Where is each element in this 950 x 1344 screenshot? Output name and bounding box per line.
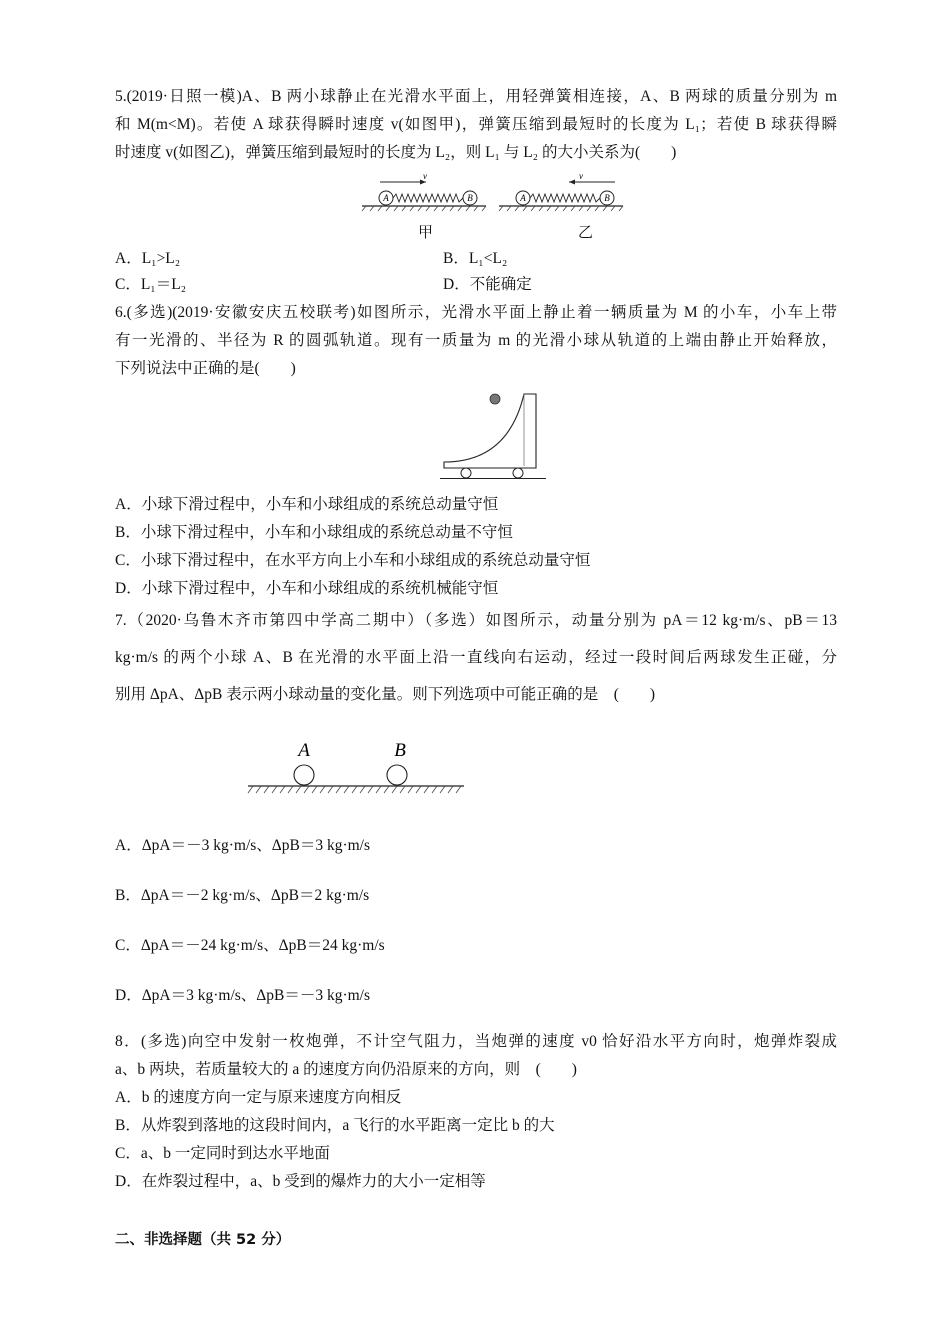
q6-option-d: D．小球下滑过程中，小车和小球组成的系统机械能守恒 — [115, 580, 499, 597]
q5-stem-line1: 5.(2019·日照一模)A、B 两小球静止在光滑水平面上，用轻弹簧相连接，A、B 两球的质量分别为 m — [115, 88, 837, 105]
q5-yi-ball-b-label: B — [604, 193, 610, 203]
q6-option-a: A．小球下滑过程中，小车和小球组成的系统总动量守恒 — [115, 496, 499, 513]
q7-stem-line2: kg·m/s 的两个小球 A、B 在光滑的水平面上沿一直线向右运动，经过一段时间后两球发生正碰，分 — [115, 649, 837, 666]
section-heading: 二、非选择题（共 52 分） — [115, 1232, 291, 1248]
q8-option-a: A．b 的速度方向一定与原来速度方向相反 — [115, 1089, 402, 1106]
q6-option-b: B．小球下滑过程中，小车和小球组成的系统总动量不守恒 — [115, 524, 513, 541]
q6-cart-figure — [438, 388, 548, 480]
q7-option-d: D．ΔpA＝3 kg·m/s、ΔpB＝－3 kg·m/s — [115, 987, 371, 1004]
q8-option-c: C．a、b 一定同时到达水平地面 — [115, 1145, 330, 1162]
q5-jia-ball-b-label: B — [467, 193, 473, 203]
q7-label-a: A — [298, 740, 310, 761]
q5-stem-line2: 和 M(m<M)。若使 A 球获得瞬时速度 v(如图甲)，弹簧压缩到最短时的长度为 L₁；若使 B 球获得瞬 — [115, 116, 837, 133]
q8-stem-line2: a、b 两块，若质量较大的 a 的速度方向仍沿原来的方向，则 ( ) — [115, 1061, 577, 1078]
q5-option-d: D．不能确定 — [443, 276, 532, 293]
q7-option-a: A．ΔpA＝－3 kg·m/s、ΔpB＝3 kg·m/s — [115, 837, 371, 854]
q5-caption-yi: 乙 — [578, 225, 594, 241]
q5-caption-jia: 甲 — [418, 225, 434, 241]
q5-yi-velocity-label: v — [579, 171, 583, 181]
q7-balls-figure — [246, 736, 466, 798]
q7-stem-line1: 7.（2020·乌鲁木齐市第四中学高二期中）（多选）如图所示，动量分别为 pA＝12 kg·m/s、pB＝13 — [115, 612, 837, 629]
q6-stem-line2: 有一光滑的、半径为 R 的圆弧轨道。现有一质量为 m 的光滑小球从轨道的上端由静止开始释放， — [115, 332, 837, 349]
q5-option-b: B．L₁<L₂ — [443, 250, 508, 267]
q5-jia-velocity-label: v — [423, 171, 427, 181]
q5-yi-ball-a-label: A — [520, 193, 526, 203]
q8-option-b: B．从炸裂到落地的这段时间内，a 飞行的水平距离一定比 b 的大 — [115, 1117, 555, 1134]
q5-option-a: A．L₁>L₂ — [115, 250, 181, 267]
q7-option-c: C．ΔpA＝－24 kg·m/s、ΔpB＝24 kg·m/s — [115, 937, 385, 954]
q8-option-d: D．在炸裂过程中，a、b 受到的爆炸力的大小一定相等 — [115, 1173, 486, 1190]
q7-stem-line3: 别用 ΔpA、ΔpB 表示两小球动量的变化量。则下列选项中可能正确的是 ( ) — [115, 686, 656, 703]
q7-option-b: B．ΔpA＝－2 kg·m/s、ΔpB＝2 kg·m/s — [115, 887, 370, 904]
q5-figure-yi — [497, 170, 627, 215]
q6-stem-line1: 6.(多选)(2019·安徽安庆五校联考)如图所示，光滑水平面上静止着一辆质量为 M 的小车，小车上带 — [115, 304, 837, 321]
q5-jia-ball-a-label: A — [383, 193, 389, 203]
q6-stem-line3: 下列说法中正确的是( ) — [115, 360, 296, 377]
q6-option-c: C．小球下滑过程中，在水平方向上小车和小球组成的系统总动量守恒 — [115, 552, 591, 569]
q5-stem-line3: 时速度 v(如图乙)，弹簧压缩到最短时的长度为 L₂，则 L₁ 与 L₂ 的大小关系为( ) — [115, 144, 677, 161]
q7-label-b: B — [394, 740, 406, 761]
q5-figure-jia — [360, 170, 490, 215]
q8-stem-line1: 8．(多选)向空中发射一枚炮弹，不计空气阻力，当炮弹的速度 v0 恰好沿水平方向时，炮弹炸裂成 — [115, 1033, 837, 1050]
q5-option-c: C．L₁＝L₂ — [115, 276, 187, 293]
